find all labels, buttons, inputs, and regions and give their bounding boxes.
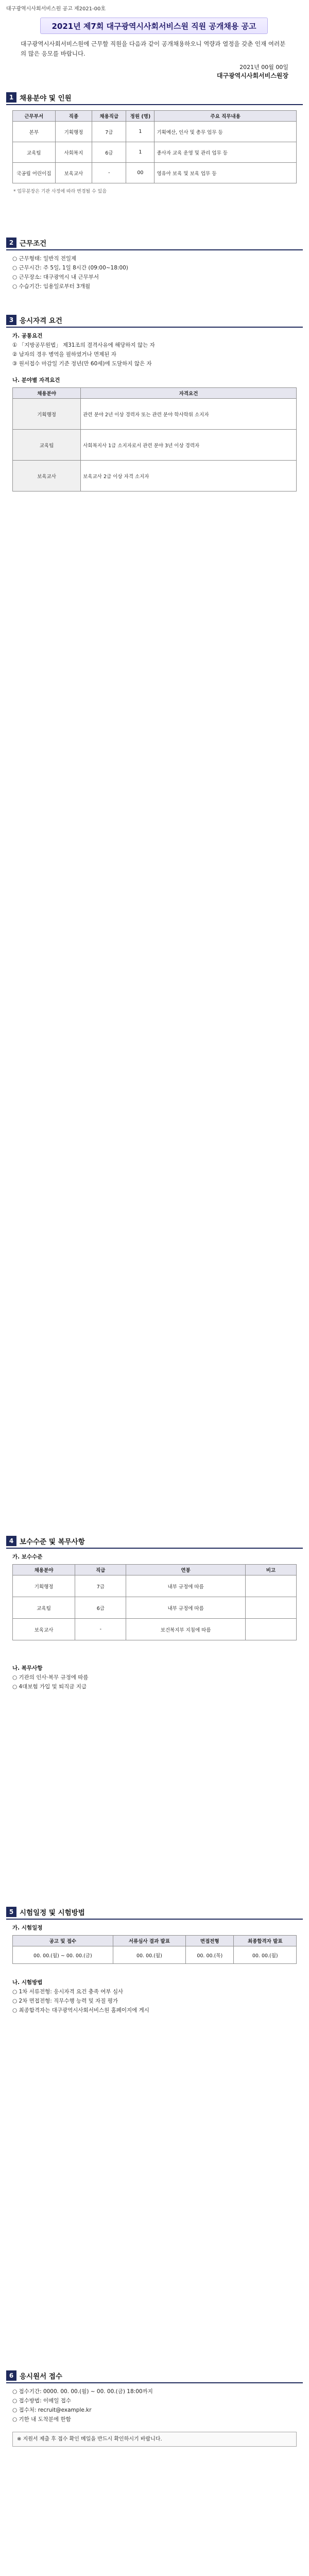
section-number: 1 bbox=[6, 92, 16, 103]
cell-field: 보육교사 bbox=[13, 1619, 75, 1640]
list-item: ○ 4대보험 가입 및 퇴직금 지급 bbox=[12, 1684, 87, 1690]
cell-note bbox=[245, 1597, 296, 1619]
table-header: 채용직급 bbox=[92, 111, 126, 122]
cell-salary: 내부 규정에 따름 bbox=[126, 1597, 245, 1619]
section-3-heading bbox=[6, 314, 62, 326]
cell-grade: 6급 bbox=[92, 142, 126, 163]
cell-dept: 본부 bbox=[13, 122, 56, 142]
table-header: 연봉 bbox=[126, 1565, 245, 1575]
subheading: 가. 공통요건 bbox=[12, 333, 43, 339]
cell-requirement: 관련 분야 2년 이상 경력자 또는 관련 분야 학사학위 소지자 bbox=[81, 399, 297, 430]
announcement-date: 2021년 00월 00일 bbox=[239, 64, 288, 71]
issuer-org: 대구광역시사회서비스원장 bbox=[216, 72, 288, 79]
table-header-row bbox=[13, 1565, 297, 1575]
section-5-heading bbox=[6, 1906, 85, 1918]
cell-field: 교육팀 bbox=[13, 1597, 75, 1619]
subheading: 가. 보수수준 bbox=[12, 1554, 43, 1560]
list-item: ○ 근무장소: 대구광역시 내 근무부서 bbox=[12, 274, 99, 280]
application-info bbox=[12, 2387, 297, 2425]
table-header: 비고 bbox=[245, 1565, 296, 1575]
table-header-row bbox=[13, 111, 297, 122]
table-header: 공고 및 접수 bbox=[13, 1936, 113, 1946]
cell-salary: 보건복지부 지침에 따름 bbox=[126, 1619, 245, 1640]
cell-grade: 7급 bbox=[92, 122, 126, 142]
cell-field: 기획행정 bbox=[13, 399, 81, 430]
announcement-date-block bbox=[217, 63, 288, 80]
list-item: ③ 원서접수 마감일 기준 정년(만 60세)에 도달하지 않은 자 bbox=[12, 361, 152, 367]
section-number: 3 bbox=[6, 315, 16, 325]
section-divider bbox=[6, 249, 303, 250]
table-row bbox=[13, 399, 297, 430]
cell-date: 00. 00.(목) bbox=[186, 1946, 234, 1964]
section-6-heading bbox=[6, 2370, 62, 2381]
cell-count: 1 bbox=[126, 142, 154, 163]
cell-requirement: 사회복지사 1급 소지자로서 관련 분야 3년 이상 경력자 bbox=[81, 430, 297, 461]
recruit-table bbox=[12, 110, 297, 183]
list-item: ○ 2차 면접전형: 직무수행 능력 및 자질 평가 bbox=[12, 1998, 118, 2004]
qualification-table bbox=[12, 387, 297, 492]
table-header-row bbox=[13, 1936, 297, 1946]
section-number: 6 bbox=[6, 2370, 16, 2381]
table-header: 근무부서 bbox=[13, 111, 56, 122]
cell-date: 00. 00.(월) bbox=[113, 1946, 185, 1964]
cell-field: 보육교사 bbox=[13, 461, 81, 492]
list-item: ② 남자의 경우 병역을 필하였거나 면제된 자 bbox=[12, 351, 116, 358]
table-header: 서류심사 결과 발표 bbox=[113, 1936, 185, 1946]
cell-grade: 7급 bbox=[75, 1575, 126, 1597]
table-row bbox=[13, 163, 297, 183]
cell-type: 기획행정 bbox=[55, 122, 92, 142]
cell-field: 기획행정 bbox=[13, 1575, 75, 1597]
application-warning: ※ 지원서 제출 후 접수 확인 메일을 반드시 확인하시기 바랍니다. bbox=[12, 2432, 297, 2447]
table-header: 최종합격자 발표 bbox=[234, 1936, 297, 1946]
list-item: ○ 근무시간: 주 5일, 1일 8시간 (09:00~18:00) bbox=[12, 265, 128, 271]
section-divider bbox=[6, 1548, 303, 1549]
schedule-table bbox=[12, 1935, 297, 1964]
table-header: 주요 직무내용 bbox=[154, 111, 297, 122]
cell-duty: 기획예산, 인사 및 총무 업무 등 bbox=[154, 122, 297, 142]
list-item: ○ 기한 내 도착분에 한함 bbox=[12, 2416, 71, 2422]
subheading: 나. 분야별 자격요건 bbox=[12, 377, 60, 383]
cell-type: 보육교사 bbox=[55, 163, 92, 183]
list-item: ○ 기관의 인사·복무 규정에 따름 bbox=[12, 1674, 89, 1681]
section-1-heading bbox=[6, 92, 72, 103]
cell-grade: - bbox=[92, 163, 126, 183]
cell-date: 00. 00.(월) ~ 00. 00.(금) bbox=[13, 1946, 113, 1964]
cell-grade: - bbox=[75, 1619, 126, 1640]
section-divider bbox=[6, 104, 303, 105]
list-item: ○ 1차 서류전형: 응시자격 요건 충족 여부 심사 bbox=[12, 1989, 124, 1995]
table-header: 직급 bbox=[75, 1565, 126, 1575]
cell-duty: 종사자 교육 운영 및 관리 업무 등 bbox=[154, 142, 297, 163]
section-2-heading bbox=[6, 237, 46, 248]
section-number: 4 bbox=[6, 1536, 16, 1546]
section-4-heading bbox=[6, 1535, 85, 1547]
section-title: 응시원서 접수 bbox=[20, 2372, 62, 2381]
cell-duty: 영유아 보육 및 보육 업무 등 bbox=[154, 163, 297, 183]
cell-grade: 6급 bbox=[75, 1597, 126, 1619]
section-title: 응시자격 요건 bbox=[20, 317, 62, 325]
cell-dept: 교육팀 bbox=[13, 142, 56, 163]
table-row bbox=[13, 430, 297, 461]
cell-field: 교육팀 bbox=[13, 430, 81, 461]
section-divider bbox=[6, 327, 303, 328]
cell-date: 00. 00.(월) bbox=[234, 1946, 297, 1964]
test-method bbox=[12, 1978, 297, 2015]
cell-type: 사회복지 bbox=[55, 142, 92, 163]
table-row bbox=[13, 142, 297, 163]
table-header-row bbox=[13, 388, 297, 399]
pay-table bbox=[12, 1564, 297, 1640]
section-number: 5 bbox=[6, 1907, 16, 1917]
common-requirements bbox=[12, 332, 297, 369]
section-divider bbox=[6, 2382, 303, 2383]
cell-count: 00 bbox=[126, 163, 154, 183]
section-divider bbox=[6, 1919, 303, 1920]
section-title: 시험일정 및 시험방법 bbox=[20, 1909, 85, 1917]
cell-note bbox=[245, 1619, 296, 1640]
table-row bbox=[13, 122, 297, 142]
cell-count: 1 bbox=[126, 122, 154, 142]
cell-requirement: 보육교사 2급 이상 자격 소지자 bbox=[81, 461, 297, 492]
subheading: 나. 시험방법 bbox=[12, 1979, 43, 1986]
table-header: 정원 (명) bbox=[126, 111, 154, 122]
subheading: 나. 복무사항 bbox=[12, 1665, 43, 1671]
announcement-number: 대구광역시사회서비스원 공고 제2021-00호 bbox=[6, 6, 106, 12]
table-row bbox=[13, 1575, 297, 1597]
list-item: ○ 근무형태: 일반직 전일제 bbox=[12, 256, 77, 262]
cell-dept: 국공립 어린이집 bbox=[13, 163, 56, 183]
table-header: 직종 bbox=[55, 111, 92, 122]
table-row bbox=[13, 461, 297, 492]
table-row bbox=[13, 1619, 297, 1640]
section-title: 채용분야 및 인원 bbox=[20, 94, 72, 103]
table-header: 면접전형 bbox=[186, 1936, 234, 1946]
cell-note bbox=[245, 1575, 296, 1597]
table-header: 채용분야 bbox=[13, 1565, 75, 1575]
table-header: 자격요건 bbox=[81, 388, 297, 399]
conditions-list bbox=[12, 255, 297, 292]
list-item: ○ 접수방법: 이메일 접수 bbox=[12, 2398, 71, 2404]
list-item: ○ 최종합격자는 대구광역시사회서비스원 홈페이지에 게시 bbox=[12, 2007, 149, 2013]
table-header: 채용분야 bbox=[13, 388, 81, 399]
table-row bbox=[13, 1946, 297, 1964]
list-item: ○ 접수기간: 0000. 00. 00.(월) ~ 00. 00.(금) 18:00까지 bbox=[12, 2388, 153, 2395]
subheading: 가. 시험일정 bbox=[12, 1925, 43, 1931]
section-title: 보수수준 및 복무사항 bbox=[20, 1538, 85, 1546]
section-number: 2 bbox=[6, 238, 16, 248]
table-row bbox=[13, 1597, 297, 1619]
list-item: ○ 수습기간: 임용일로부터 3개월 bbox=[12, 283, 91, 290]
intro-text: 대구광역시사회서비스원에 근무할 직원을 다음과 같이 공개채용하오니 역량과 열정을 갖춘 인재 여러분의 많은 응모를 바랍니다. bbox=[21, 40, 286, 57]
section-title: 근무조건 bbox=[20, 240, 47, 248]
cell-salary: 내부 규정에 따름 bbox=[126, 1575, 245, 1597]
service-terms bbox=[12, 1664, 297, 1692]
table-note: * 업무분장은 기관 사정에 따라 변경될 수 있음 bbox=[13, 189, 107, 194]
list-item: ○ 접수처: recruit@example.kr bbox=[12, 2407, 92, 2413]
list-item: ① 「지방공무원법」 제31조의 결격사유에 해당하지 않는 자 bbox=[12, 342, 155, 348]
page-title: 2021년 제7회 대구광역시사회서비스원 직원 공개채용 공고 bbox=[40, 18, 268, 34]
